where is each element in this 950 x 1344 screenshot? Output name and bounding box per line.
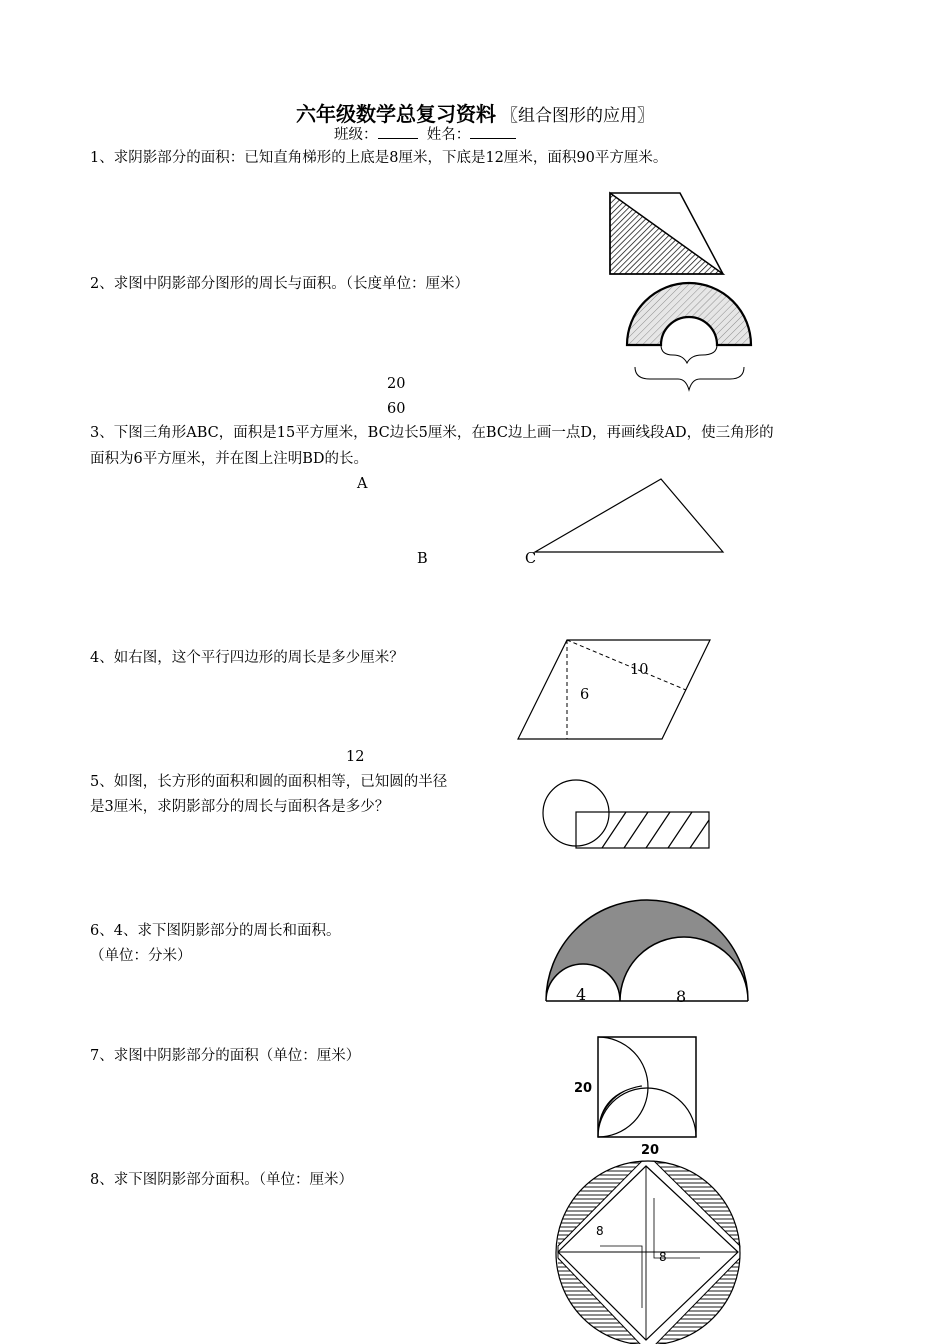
question-2-text: 2、求图中阴影部分图形的周长与面积。（长度单位：厘米）: [90, 276, 469, 292]
q5-circle-rectangle-figure: [540, 778, 715, 853]
q7-label-side: 20: [574, 1081, 593, 1096]
question-6-text-line2: （单位：分米）: [90, 948, 192, 964]
q2-label-20: 20: [387, 376, 406, 392]
student-info-row: [334, 124, 516, 145]
q6-label-8: 8: [676, 987, 687, 1006]
q7-label-bottom: 20: [641, 1143, 660, 1158]
q8-circle-square-figure: [550, 1158, 750, 1344]
title-main: 六年级数学总复习资料: [295, 102, 496, 126]
q4-label-12: 12: [346, 749, 365, 765]
name-blank[interactable]: [470, 124, 516, 139]
q4-parallelogram-figure: [512, 635, 717, 745]
q4-label-6: 6: [580, 687, 590, 703]
question-3-text-line1: 3、下图三角形ABC，面积是15平方厘米，BC边长5厘米，在BC边上画一点D，再画线段AD，使三角形的: [90, 425, 774, 441]
q4-label-10: 10: [630, 662, 649, 678]
q6-label-4: 4: [576, 985, 587, 1004]
question-4-text: 4、如右图，这个平行四边形的周长是多少厘米？: [90, 650, 404, 666]
question-5-text-line1: 5、如图，长方形的面积和圆的面积相等，已知圆的半径: [90, 774, 448, 790]
q3-label-a: A: [357, 476, 368, 492]
q1-trapezoid-figure: [600, 185, 735, 285]
question-8-text: 8、求下图阴影部分面积。（单位：厘米）: [90, 1172, 353, 1188]
question-1-text: 1、求阴影部分的面积：已知直角梯形的上底是8厘米，下底是12厘米，面积90平方厘米。: [90, 150, 668, 166]
q3-triangle-figure: [525, 474, 730, 559]
q8-label-left: 8: [596, 1224, 604, 1238]
q2-semi-annulus-figure: [620, 275, 760, 400]
q3-label-c: C: [525, 551, 537, 567]
question-6-text-line1: 6、4、求下图阴影部分的周长和面积。: [90, 923, 341, 939]
name-label: 姓名：: [426, 127, 471, 143]
q6-semicircles-figure: [540, 895, 755, 1007]
class-label: 班级：: [334, 127, 378, 143]
page-title: [0, 98, 950, 127]
question-5-text-line2: 是3厘米，求阴影部分的周长与面积各是多少？: [90, 799, 390, 815]
q8-label-right: 8: [659, 1250, 667, 1264]
title-subtitle: 〖组合图形的应用〗: [501, 106, 655, 126]
question-7-text: 7、求图中阴影部分的面积（单位：厘米）: [90, 1048, 361, 1064]
q7-square-figure: [592, 1033, 702, 1143]
q2-label-60: 60: [387, 401, 406, 417]
q3-label-b: B: [417, 551, 428, 567]
question-3-text-line2: 面积为6平方厘米，并在图上注明BD的长。: [90, 451, 369, 467]
class-blank[interactable]: [378, 124, 418, 139]
